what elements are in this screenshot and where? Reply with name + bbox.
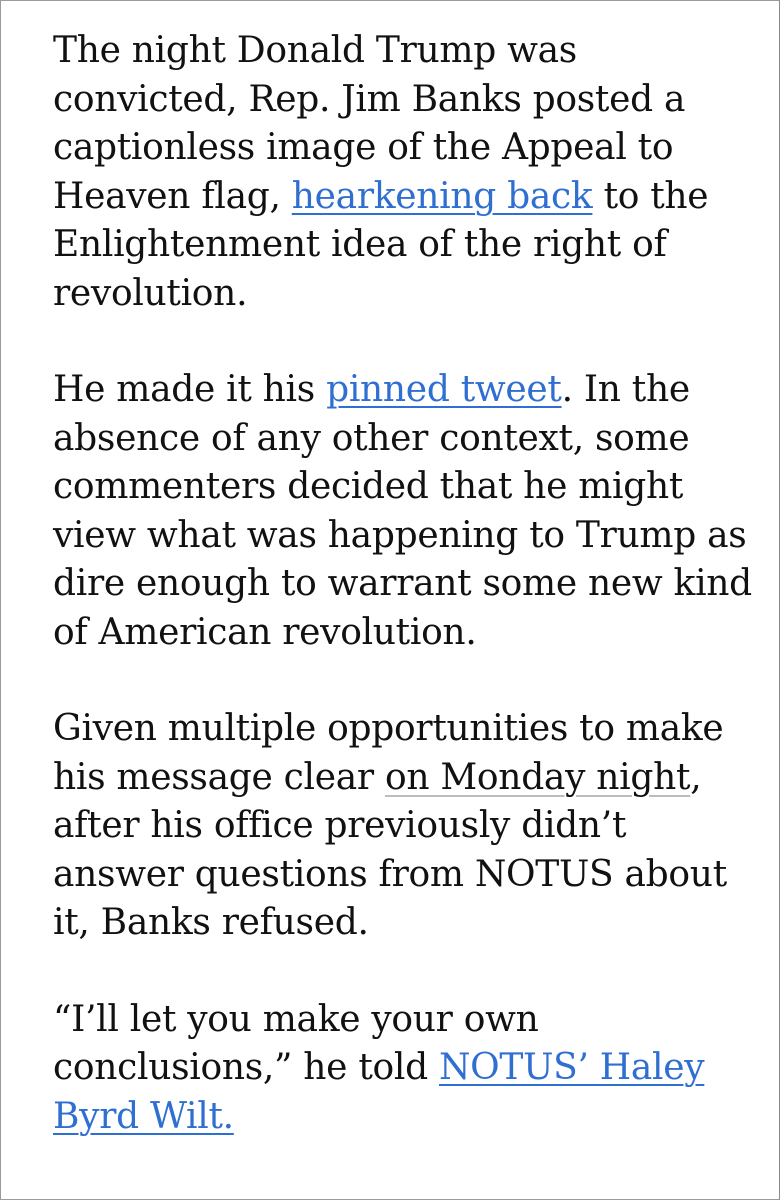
paragraph-conviction (53, 27, 753, 318)
paragraph-text: . In the absence of any other context, some commenters decided that he might view what was happening to Trump as dire enough to warrant some new kind of American revolution. (53, 369, 752, 653)
paragraph-text: He made it his (53, 369, 327, 410)
paragraph-quote (53, 996, 753, 1142)
paragraph-refused (53, 705, 753, 948)
notus-haley-byrd-wilt-link[interactable]: NOTUS’ Haley Byrd Wilt. (53, 1047, 705, 1137)
paragraph-pinned-tweet (53, 366, 753, 657)
paragraph-text: to the Enlightenment idea of the right of revolution. (53, 175, 709, 314)
article-body (53, 27, 753, 1189)
pinned-tweet-link[interactable]: pinned tweet (326, 369, 562, 410)
paragraph-text: , after his office previously didn’t answer questions from NOTUS about it, Banks refused. (53, 756, 727, 943)
monday-night-link[interactable]: on Monday night (384, 756, 691, 798)
paragraph-text: The night Donald Trump was convicted, Rep. Jim Banks posted a captionless image of the Appeal to Heaven flag, (53, 30, 686, 217)
paragraph-text: Given multiple opportunities to make his message clear (53, 708, 724, 798)
paragraph-text: “I’ll let you make your own conclusions,” he told (53, 998, 539, 1088)
hearkening-back-link[interactable]: hearkening back (291, 175, 593, 217)
